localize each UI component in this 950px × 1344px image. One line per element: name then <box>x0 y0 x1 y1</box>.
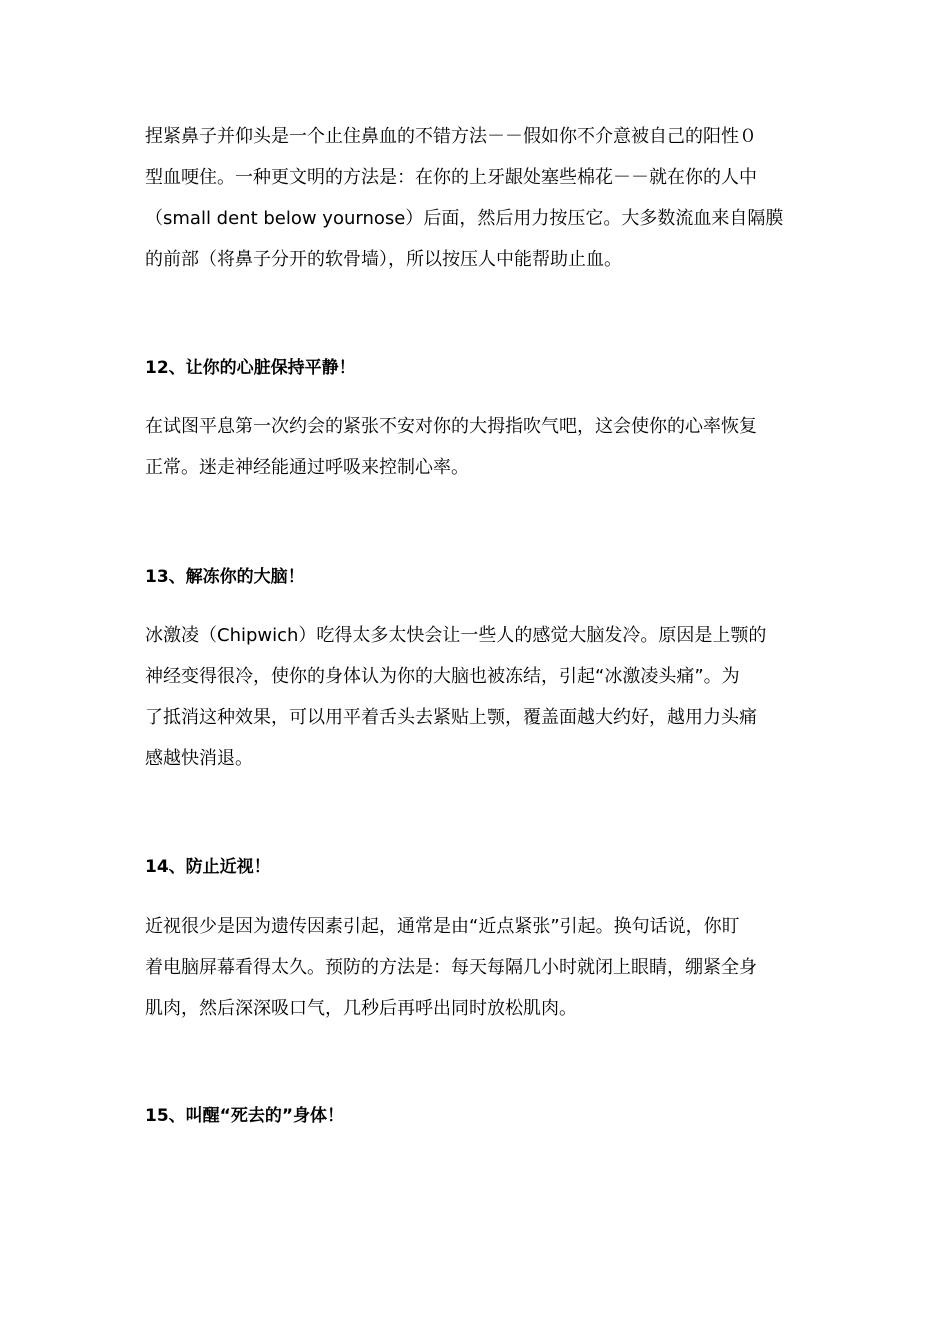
text-line: 捏紧鼻子并仰头是一个止住鼻血的不错方法－－假如你不介意被自己的阳性０ <box>145 126 757 147</box>
text-line: 冰激凌（Chipwich）吃得太多太快会让一些人的感觉大脑发冷。原因是上颚的 <box>145 625 767 646</box>
section-12-body <box>145 406 810 488</box>
section-13 <box>145 562 810 592</box>
section-14 <box>145 852 810 882</box>
section-14-body <box>145 906 810 1029</box>
paragraph-brain-freeze <box>145 615 810 779</box>
section-heading: 15、叫醒“死去的”身体！ <box>145 1106 345 1126</box>
text-line: 在试图平息第一次约会的紧张不安对你的大拇指吹气吧，这会使你的心率恢复 <box>145 416 757 437</box>
paragraph-heart <box>145 406 810 488</box>
section-nosebleed <box>145 116 810 280</box>
text-line: 感越快消退。 <box>145 748 253 769</box>
text-line: 着电脑屏幕看得太久。预防的方法是：每天每隔几小时就闭上眼睛，绷紧全身 <box>145 957 757 978</box>
paragraph-nosebleed <box>145 116 810 280</box>
text-line: 的前部（将鼻子分开的软骨墙），所以按压人中能帮助止血。 <box>145 249 622 270</box>
text-line: 神经变得很冷，使你的身体认为你的大脑也被冻结，引起“冰激凌头痛”。为 <box>145 666 740 687</box>
paragraph-myopia <box>145 906 810 1029</box>
section-12 <box>145 353 810 383</box>
section-heading: 12、让你的心脏保持平静！ <box>145 358 356 378</box>
text-line: 了抵消这种效果，可以用平着舌头去紧贴上颚，覆盖面越大约好，越用力头痛 <box>145 707 757 728</box>
section-15 <box>145 1101 810 1131</box>
section-heading: 14、防止近视！ <box>145 857 271 877</box>
section-13-body <box>145 615 810 779</box>
text-line: 肌肉，然后深深吸口气，几秒后再呼出同时放松肌肉。 <box>145 998 577 1019</box>
section-heading: 13、解冻你的大脑！ <box>145 567 305 587</box>
text-line: 正常。迷走神经能通过呼吸来控制心率。 <box>145 457 469 478</box>
text-line: （small dent below yournose）后面，然后用力按压它。大多数流血来自隔膜 <box>145 208 784 229</box>
text-line: 型血哽住。一种更文明的方法是：在你的上牙龈处塞些棉花－－就在你的人中 <box>145 167 757 188</box>
text-line: 近视很少是因为遗传因素引起，通常是由“近点紧张”引起。换句话说，你盯 <box>145 916 740 937</box>
